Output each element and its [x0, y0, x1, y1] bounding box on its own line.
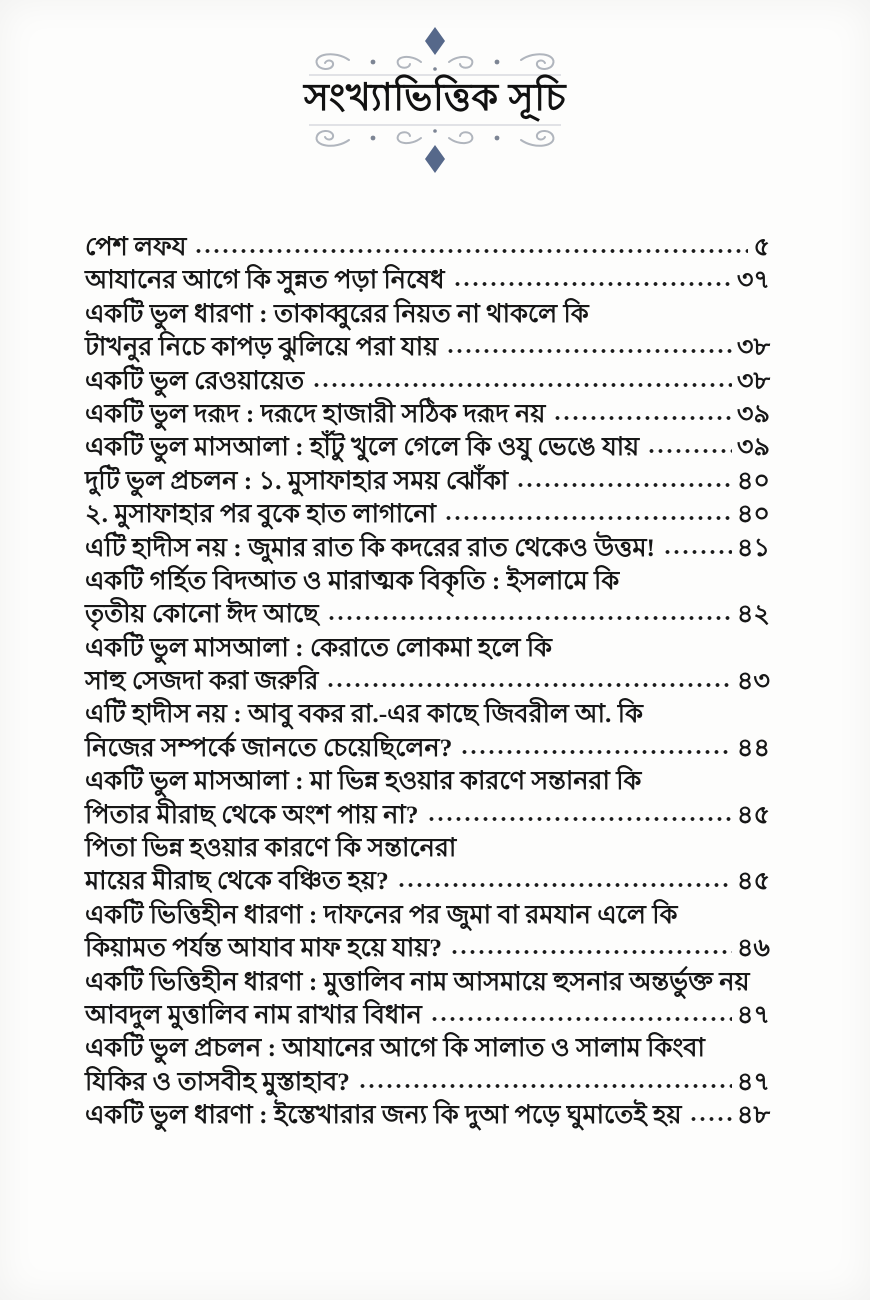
dot-leader [326, 683, 731, 689]
toc-entry-title: টাখনুর নিচে কাপড় ঝুলিয়ে পরা যায় [85, 332, 439, 362]
toc-entry-page-number: ৪৬ [736, 933, 770, 963]
toc-entry-row [85, 728, 770, 761]
dot-leader [446, 349, 732, 355]
toc-entry-title: একটি ভুল মাসআলা : মা ভিন্ন হওয়ার কারণে সন্তানরা কি [85, 766, 642, 796]
toc-entry-page-number: ৪৫ [736, 866, 770, 896]
toc-entry-row [85, 528, 770, 561]
page-title: সংখ্যাভিত্তিক সূচি [303, 77, 567, 119]
toc-entry-title: একটি ভুল রেওয়ায়েত [85, 365, 305, 395]
dot-leader [358, 1084, 732, 1090]
toc-entry-title: এটি হাদীস নয় : আবু বকর রা.-এর কাছে জিবরীল আ. কি [85, 699, 643, 729]
toc-entry-title: সাহু সেজদা করা জরুরি [85, 666, 319, 696]
dot-leader [453, 282, 732, 288]
toc-entry-title: যিকির ও তাসবীহ মুস্তাহাব? [85, 1066, 350, 1096]
dot-leader [327, 616, 732, 622]
dot-leader [427, 817, 732, 823]
toc-entry-title: নিজের সম্পর্কে জানতে চেয়েছিলেন? [85, 732, 453, 762]
toc-entry-page-number: ৪১ [736, 532, 770, 562]
toc-entry-page-number: ৪৭ [736, 999, 770, 1029]
toc-entry-row [85, 1095, 770, 1128]
toc-entry-title: কিয়ামত পর্যন্ত আযাব মাফ হয়ে যায়? [85, 933, 443, 963]
toc-entry-title: আবদুল মুত্তালিব নাম রাখার বিধান [85, 999, 422, 1029]
toc-entry-title: দুটি ভুল প্রচলন : ১. মুসাফাহার সময় ঝোঁকা [85, 465, 509, 495]
dot-leader [647, 449, 732, 455]
toc-entry-row [85, 628, 770, 661]
toc-entry-page-number: ৪৮ [736, 1100, 770, 1130]
toc-entry-row [85, 895, 770, 928]
toc-entry-page-number: ৪০ [736, 499, 770, 529]
toc-entry-title: একটি ভুল ধারণা : ইস্তেখারার জন্য কি দুআ পড়ে ঘুমাতেই হয় [85, 1100, 682, 1130]
ornament-bottom [305, 124, 565, 174]
toc-entry-title: একটি গর্হিত বিদআত ও মারাত্মক বিকৃতি : ইসলামে কি [85, 565, 620, 595]
dot-leader [663, 550, 732, 556]
toc-entry-row [85, 761, 770, 794]
dot-leader [397, 883, 732, 889]
toc-entry-page-number: ৩৮ [736, 365, 770, 395]
toc-entry-title: আযানের আগে কি সুন্নত পড়া নিষেধ [85, 265, 445, 295]
toc-entry-row [85, 227, 770, 260]
toc-entry-row [85, 561, 770, 594]
toc-entry-title: মায়ের মীরাছ থেকে বঞ্চিত হয়? [85, 866, 389, 896]
toc-entry-row [85, 427, 770, 460]
toc-entry-title: একটি ভুল ধারণা : তাকাব্বুরের নিয়ত না থাকলে কি [85, 298, 589, 328]
toc-entry-title: তৃতীয় কোনো ঈদ আছে [85, 599, 319, 629]
toc-entry-title: একটি ভুল দরূদ : দরূদে হাজারী সঠিক দরূদ নয় [85, 398, 546, 428]
toc-entry-page-number: ৫ [753, 232, 770, 261]
toc-entry-row [85, 394, 770, 427]
toc-entry-title: একটি ভুল মাসআলা : হাঁটু খুলে গেলে কি ওযু ভেঙে যায় [85, 432, 640, 462]
toc-entry-row [85, 327, 770, 360]
dot-leader [312, 383, 732, 389]
toc-entry-title: একটি ভুল প্রচলন : আযানের আগে কি সালাত ও সালাম কিংবা [85, 1033, 705, 1063]
toc-entry-title: একটি ভিত্তিহীন ধারণা : দাফনের পর জুমা বা রমযান এলে কি [85, 899, 678, 929]
dot-leader [444, 516, 732, 522]
toc-entry-page-number: ৪৫ [736, 799, 770, 829]
diamond-ornament-icon [425, 27, 445, 55]
toc-entry-title: পিতা ভিন্ন হওয়ার কারণে কি সন্তানেরা [85, 833, 457, 863]
toc-entry-row [85, 828, 770, 861]
toc-entry-row [85, 461, 770, 494]
toc-entry-row [85, 494, 770, 527]
swirl-flourish-icon [317, 54, 554, 69]
toc-entry-title: এটি হাদীস নয় : জুমার রাত কি কদরের রাত থেকেও উত্তম! [85, 532, 656, 562]
toc-entry-page-number: ৩৯ [736, 398, 770, 428]
toc-entry-row [85, 260, 770, 293]
toc-entry-page-number: ৪৭ [736, 1066, 770, 1096]
dot-leader [450, 950, 732, 956]
toc-entry-title: ২. মুসাফাহার পর বুকে হাত লাগানো [85, 499, 436, 529]
toc-entry-page-number: ৪২ [736, 599, 770, 629]
toc-entry-title: পিতার মীরাছ থেকে অংশ পায় না? [85, 799, 419, 829]
toc-entry-page-number: ৩৭ [736, 265, 770, 295]
dot-leader [516, 483, 732, 489]
diamond-ornament-icon [425, 145, 445, 173]
toc-entry-row [85, 1028, 770, 1061]
dot-leader [430, 1017, 732, 1023]
toc-entry-row [85, 294, 770, 327]
toc-entry-page-number: ৪০ [736, 465, 770, 495]
toc-header [0, 26, 870, 174]
dot-leader [689, 1117, 731, 1123]
toc-entry-page-number: ৪৩ [736, 666, 770, 696]
dot-leader [553, 416, 731, 422]
swirl-flourish-icon [317, 131, 554, 146]
dot-leader [194, 249, 748, 255]
toc-entry-row [85, 962, 770, 995]
toc-entry-title: একটি ভুল মাসআলা : কেরাতে লোকমা হলে কি [85, 632, 552, 662]
toc-entry-page-number: ৪৪ [736, 732, 770, 762]
dot-leader [460, 750, 732, 756]
toc-entry-title: পেশ লফয [85, 232, 187, 261]
toc-entry-page-number: ৩৯ [736, 432, 770, 462]
ornament-top [305, 26, 565, 76]
toc-list [85, 227, 770, 1129]
toc-entry-page-number: ৩৮ [736, 332, 770, 362]
toc-entry-row [85, 694, 770, 727]
toc-entry-title: একটি ভিত্তিহীন ধারণা : মুত্তালিব নাম আসমায়ে হুসনার অন্তর্ভুক্ত নয় [85, 966, 750, 996]
